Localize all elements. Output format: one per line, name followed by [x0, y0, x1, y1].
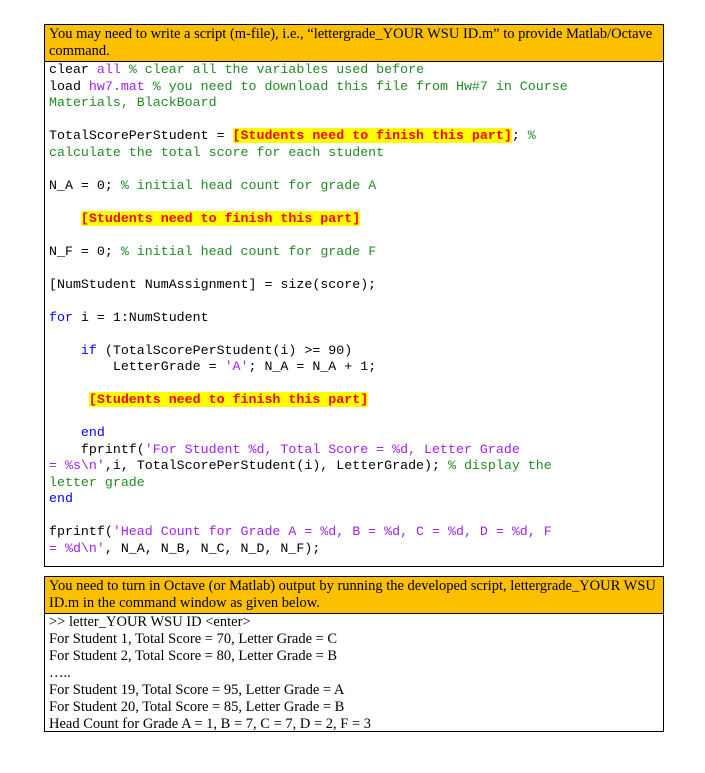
code-line: TotalScorePerStudent = [Students need to finish this part]; %	[49, 128, 536, 143]
output-line: >> letter_YOUR WSU ID <enter>	[49, 614, 251, 630]
script-header: You may need to write a script (m-file), i.e., “lettergrade_YOUR WSU ID.m” to provide Matlab/Octave command.	[45, 25, 663, 62]
code-line	[49, 392, 659, 409]
output-header: You need to turn in Octave (or Matlab) output by running the developed script, lettergrade_YOUR WSU ID.m in the command window as given below.	[45, 577, 663, 614]
output-line: For Student 1, Total Score = 70, Letter Grade = C	[49, 631, 338, 647]
output-line: For Student 19, Total Score = 95, Letter Grade = A	[49, 682, 345, 698]
code-line: = %d\n', N_A, N_B, N_C, N_D, N_F);	[49, 540, 321, 556]
code-line: N_A = 0; % initial head count for grade A	[49, 177, 377, 193]
code-line	[49, 211, 659, 228]
code-line: letter grade	[49, 474, 145, 490]
output-line: …..	[49, 665, 71, 681]
code-line: end	[49, 491, 73, 506]
code-line: N_F = 0; % initial head count for grade F	[49, 243, 377, 259]
output-block	[45, 614, 663, 733]
code-line: calculate the total score for each student	[49, 144, 385, 160]
code-line: LetterGrade = 'A'; N_A = N_A + 1;	[112, 359, 377, 374]
code-line: = %s\n',i, TotalScorePerStudent(i), LetterGrade); % display the	[49, 458, 552, 473]
output-line: For Student 2, Total Score = 80, Letter Grade = B	[49, 648, 338, 664]
script-instructions-box	[44, 24, 664, 567]
code-line: fprintf('For Student %d, Total Score = %d, Letter Grade	[80, 441, 520, 457]
code-line: end	[80, 425, 105, 440]
output-instructions-box	[44, 576, 664, 732]
todo-highlight: [Students need to finish this part]	[80, 210, 361, 226]
todo-highlight: [Students need to finish this part]	[88, 392, 369, 407]
code-line: for i = 1:NumStudent	[49, 309, 209, 325]
code-line: clear all % clear all the variables used before	[49, 62, 425, 77]
todo-highlight: [Students need to finish this part]	[232, 128, 512, 143]
code-line: if (TotalScorePerStudent(i) >= 90)	[80, 342, 353, 358]
output-line: For Student 20, Total Score = 85, Letter Grade = B	[49, 699, 345, 715]
code-line: fprintf('Head Count for Grade A = %d, B = %d, C = %d, D = %d, F	[49, 524, 552, 539]
code-block	[45, 62, 663, 557]
code-line: load hw7.mat % you need to download this file from Hw#7 in Course	[49, 78, 568, 94]
code-line: [NumStudent NumAssignment] = size(score);	[49, 276, 377, 292]
code-line: Materials, BlackBoard	[49, 95, 217, 110]
output-line: Head Count for Grade A = 1, B = 7, C = 7, D = 2, F = 3	[49, 716, 372, 732]
